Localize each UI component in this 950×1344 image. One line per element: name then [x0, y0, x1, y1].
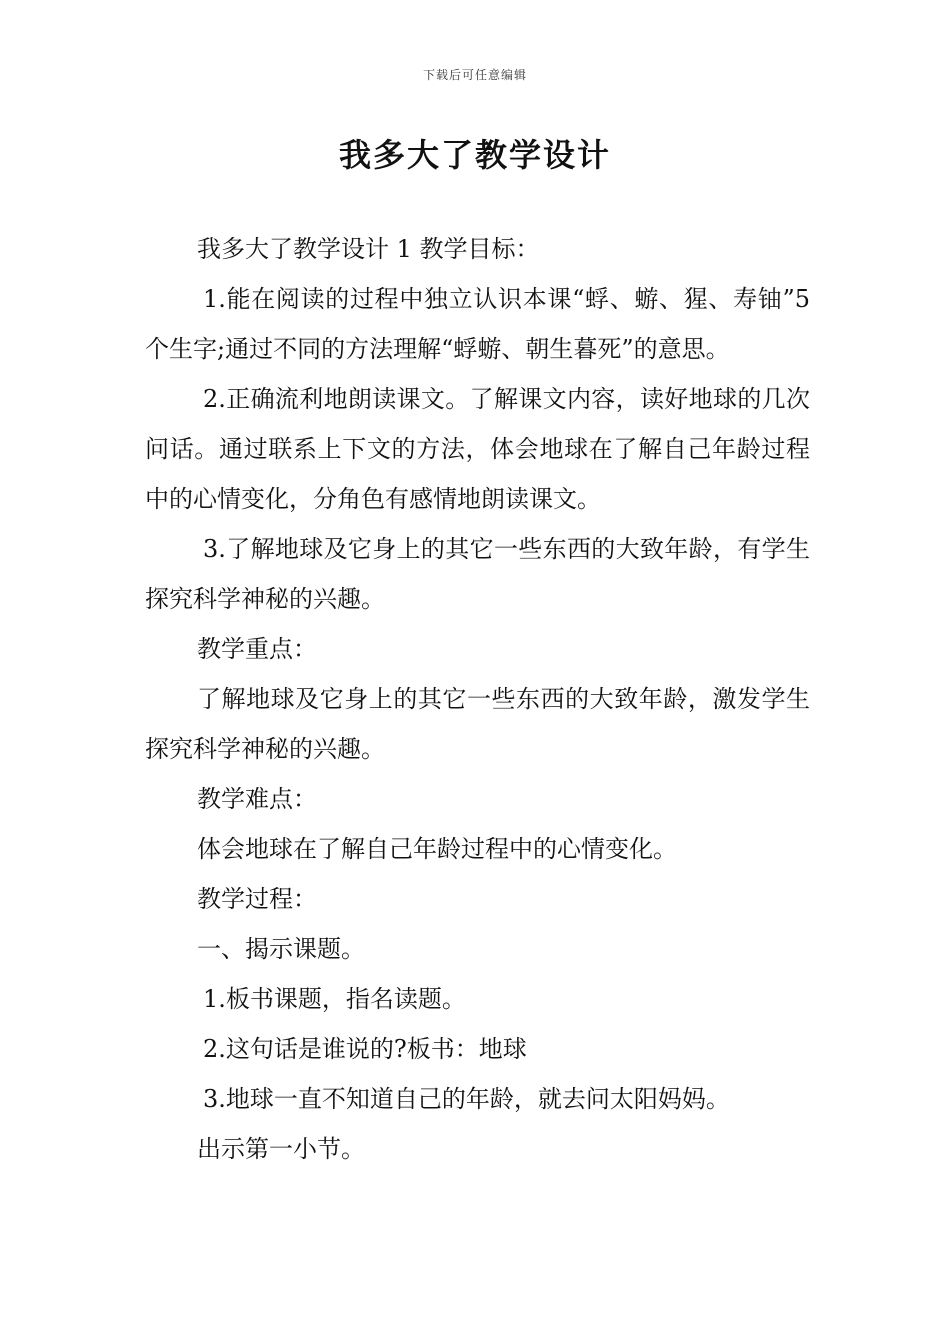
- paragraph: 2.正确流利地朗读课文。了解课文内容，读好地球的几次问话。通过联系上下文的方法，体会地球在了解自己年龄过程中的心情变化，分角色有感情地朗读课文。: [145, 385, 810, 513]
- document-title: 我多大了教学设计: [338, 136, 611, 174]
- paragraph: 我多大了教学设计 1 教学目标：: [197, 235, 540, 263]
- paragraph: 教学重点：: [197, 635, 317, 663]
- paragraph: 3.了解地球及它身上的其它一些东西的大致年龄，有学生探究科学神秘的兴趣。: [145, 535, 810, 613]
- paragraph: 2.这句话是谁说的?板书：地球: [203, 1035, 527, 1063]
- document-body: [145, 224, 810, 1174]
- paragraph: 一、揭示课题。: [197, 935, 365, 963]
- paragraph: 1.能在阅读的过程中独立认识本课“蜉、蝣、猩、寿铀”5 个生字;通过不同的方法理解“蜉蝣、朝生暮死”的意思。: [145, 285, 810, 363]
- paragraph: 出示第一小节。: [197, 1135, 365, 1163]
- paragraph: 教学难点：: [197, 785, 317, 813]
- paragraph: 了解地球及它身上的其它一些东西的大致年龄，激发学生探究科学神秘的兴趣。: [145, 685, 810, 763]
- paragraph: 3.地球一直不知道自己的年龄，就去问太阳妈妈。: [203, 1085, 730, 1113]
- paragraph: 体会地球在了解自己年龄过程中的心情变化。: [197, 835, 677, 863]
- paragraph: 1.板书课题，指名读题。: [203, 985, 466, 1013]
- header-note: 下载后可任意编辑: [422, 68, 527, 82]
- paragraph: 教学过程：: [197, 885, 317, 913]
